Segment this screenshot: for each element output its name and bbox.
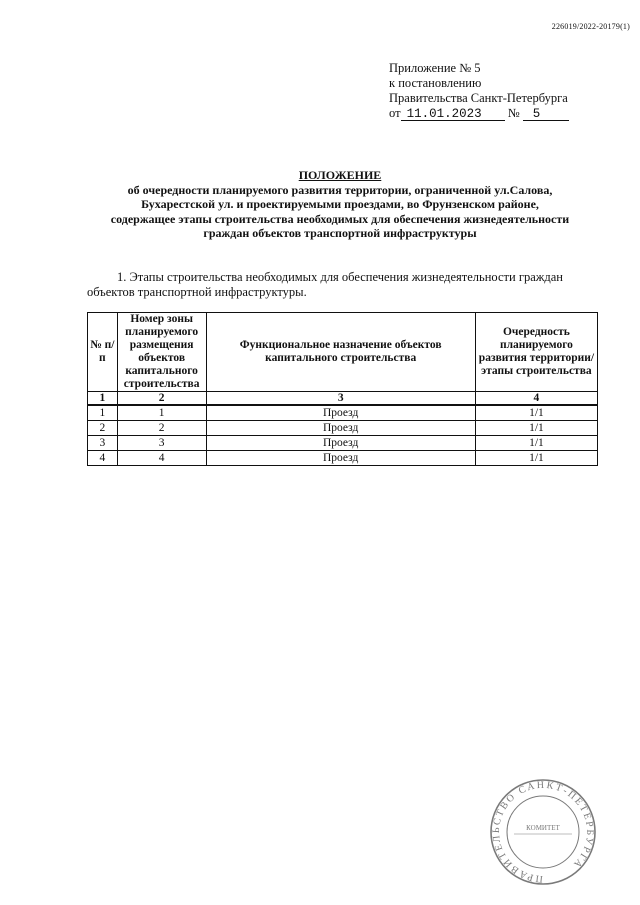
cell-stage: 1/1 bbox=[475, 405, 597, 421]
date-prefix: от bbox=[389, 106, 401, 120]
official-seal-stamp bbox=[474, 778, 612, 890]
title-line-3: содержащее этапы строительства необходимых для обеспечения жизнедеятельности bbox=[110, 211, 570, 226]
header-stage-order: Очередность планируемого развития территории/ этапы строительства bbox=[475, 313, 597, 392]
header-row-number: № п/п bbox=[88, 313, 118, 392]
number-label: № bbox=[507, 106, 520, 120]
column-index: 4 bbox=[475, 392, 597, 406]
appendix-number: Приложение № 5 bbox=[389, 61, 481, 75]
cell-purpose: Проезд bbox=[206, 421, 475, 436]
table-row bbox=[88, 451, 598, 466]
table-header-row bbox=[88, 313, 598, 392]
cell-row-number: 3 bbox=[88, 436, 118, 451]
header-functional-purpose: Функциональное назначение объектов капитального строительства bbox=[206, 313, 475, 392]
cell-purpose: Проезд bbox=[206, 405, 475, 421]
seal-ring-text: ПРАВИТЕЛЬСТВО САНКТ-ПЕТЕРБУРГА bbox=[490, 779, 596, 885]
table-row bbox=[88, 405, 598, 421]
title-line-1: об очередности планируемого развития территории, ограниченной ул.Салова, bbox=[127, 182, 553, 197]
cell-zone-number: 1 bbox=[117, 405, 206, 421]
seal-inner-ring bbox=[507, 796, 579, 868]
cell-stage: 1/1 bbox=[475, 436, 597, 451]
cell-stage: 1/1 bbox=[475, 451, 597, 466]
cell-stage: 1/1 bbox=[475, 421, 597, 436]
column-index-row bbox=[88, 392, 598, 406]
cell-row-number: 2 bbox=[88, 421, 118, 436]
appendix-reference bbox=[389, 61, 619, 121]
table-row bbox=[88, 436, 598, 451]
cell-row-number: 4 bbox=[88, 451, 118, 466]
construction-stages-table bbox=[87, 312, 598, 466]
column-index: 1 bbox=[88, 392, 118, 406]
cell-zone-number: 3 bbox=[117, 436, 206, 451]
document-title bbox=[60, 168, 620, 241]
paragraph-line-1: 1. Этапы строительства необходимых для обеспечения жизнедеятельности граждан bbox=[117, 270, 563, 284]
column-index: 2 bbox=[117, 392, 206, 406]
cell-zone-number: 2 bbox=[117, 421, 206, 436]
appendix-to-resolution: к постановлению bbox=[389, 76, 482, 90]
document-registration-number: 226019/2022-20179(1) bbox=[551, 22, 630, 31]
table-row bbox=[88, 421, 598, 436]
title-heading: ПОЛОЖЕНИЕ bbox=[298, 168, 382, 182]
appendix-date-line bbox=[389, 106, 619, 121]
cell-purpose: Проезд bbox=[206, 451, 475, 466]
section-paragraph bbox=[87, 270, 607, 300]
cell-zone-number: 4 bbox=[117, 451, 206, 466]
cell-row-number: 1 bbox=[88, 405, 118, 421]
header-zone-number: Номер зоны планируемого размещения объектов капитального строительства bbox=[117, 313, 206, 392]
column-index: 3 bbox=[206, 392, 475, 406]
title-line-4: граждан объектов транспортной инфраструктуры bbox=[203, 226, 477, 240]
paragraph-line-2: объектов транспортной инфраструктуры. bbox=[87, 285, 307, 299]
title-line-2: Бухарестской ул. и проектируемыми проездами, во Фрунзенском районе, bbox=[141, 197, 539, 211]
appendix-government: Правительства Санкт-Петербурга bbox=[389, 91, 568, 105]
resolution-date: 11.01.2023 bbox=[401, 108, 505, 121]
resolution-number: 5 bbox=[523, 108, 569, 121]
seal-inner-text: КОМИТЕТ bbox=[526, 824, 560, 832]
cell-purpose: Проезд bbox=[206, 436, 475, 451]
